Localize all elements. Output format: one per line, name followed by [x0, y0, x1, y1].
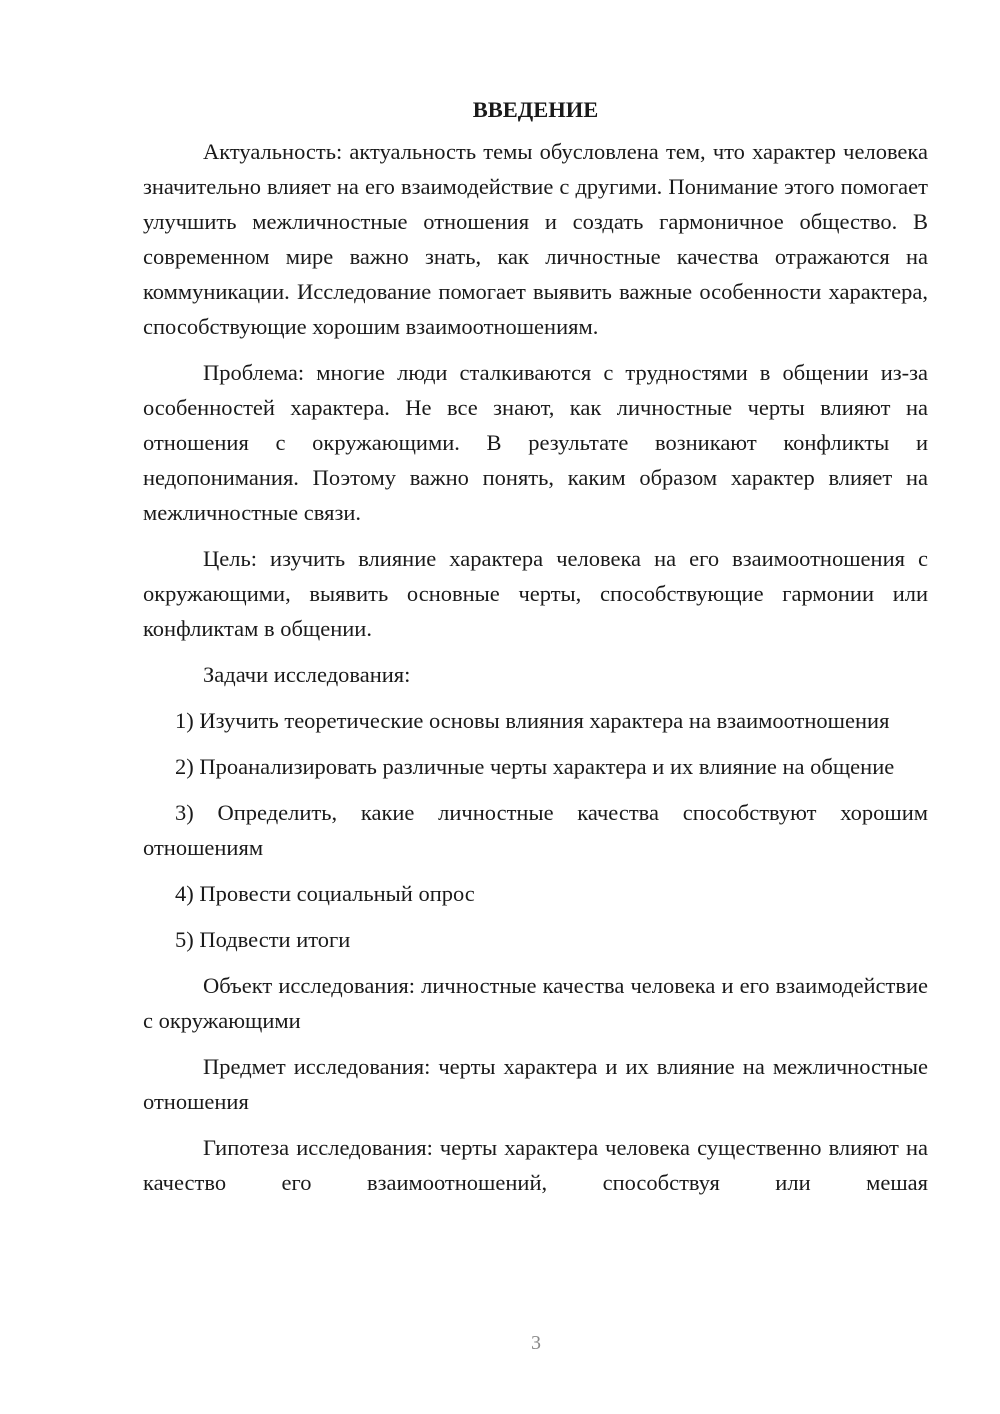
task-item-4: 4) Провести социальный опрос — [175, 881, 475, 906]
paragraph-hypothesis: Гипотеза исследования: черты характера человека существенно влияют на качество его взаимоотношений, способствуя или мешая — [143, 1135, 928, 1195]
task-item-3: 3) Определить, какие личностные качества способствуют хорошим отношениям — [143, 800, 928, 860]
page-number: 3 — [531, 1332, 541, 1354]
tasks-title: Задачи исследования: — [203, 662, 411, 687]
section-heading: ВВЕДЕНИЕ — [472, 97, 599, 122]
paragraph-problem: Проблема: многие люди сталкиваются с трудностями в общении из-за особенностей характера. Не все знают, как личностные черты влияют на отношения с окружающими. В результате возникают конфликты и недопонимания. Поэтому важно понять, каким образом характер влияет на межличностные связи. — [143, 360, 928, 525]
paragraph-subject: Предмет исследования: черты характера и их влияние на межличностные отношения — [143, 1054, 928, 1114]
document-body — [143, 92, 928, 1200]
paragraph-object: Объект исследования: личностные качества человека и его взаимодействие с окружающими — [143, 973, 928, 1033]
paragraph-relevance: Актуальность: актуальность темы обусловлена тем, что характер человека значительно влияет на его взаимодействие с другими. Понимание этого помогает улучшить межличностные отношения и создать гармоничное общество. В современном мире важно знать, как личностные качества отражаются на коммуникации. Исследование помогает выявить важные особенности характера, способствующие хорошим взаимоотношениям. — [143, 139, 928, 339]
paragraph-goal: Цель: изучить влияние характера человека на его взаимоотношения с окружающими, выявить основные черты, способствующие гармонии или конфликтам в общении. — [143, 546, 928, 641]
task-item-5: 5) Подвести итоги — [175, 927, 351, 952]
task-item-2: 2) Проанализировать различные черты характера и их влияние на общение — [175, 754, 895, 779]
task-item-1: 1) Изучить теоретические основы влияния характера на взаимоотношения — [175, 708, 890, 733]
